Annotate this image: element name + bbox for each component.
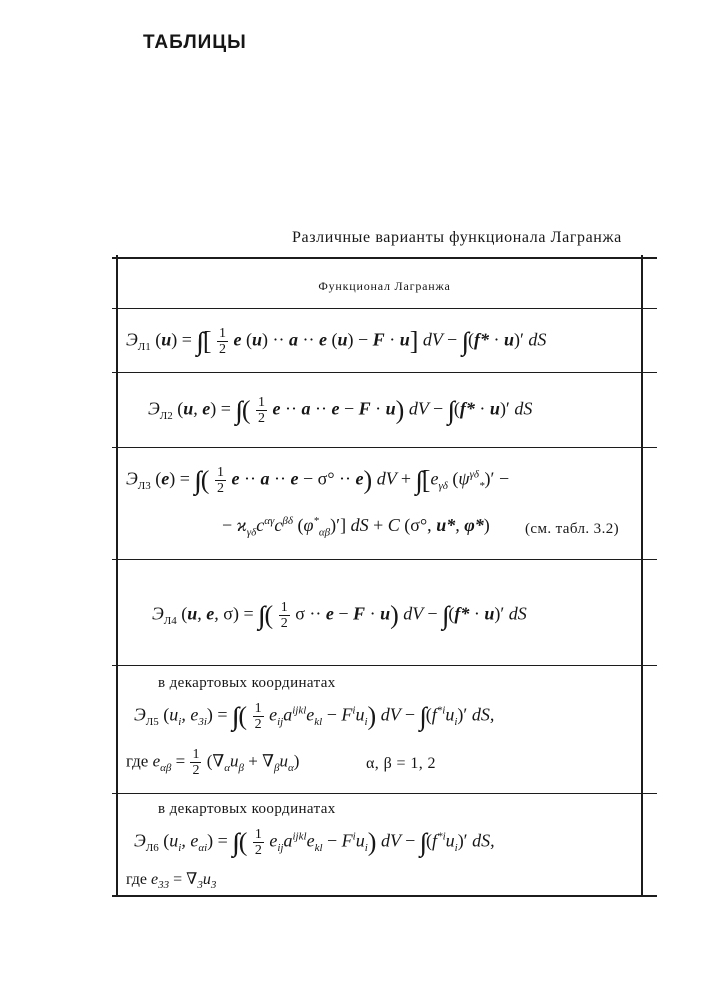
- table-caption: Различные варианты функционала Лагранжа: [292, 229, 622, 246]
- formula-el5-definition: где $e_{\alpha\beta}$ = $\frac{1}{2}$ $(\nabla_\alpha u_\beta + \nabla_\beta u_\alpha)$: [126, 747, 300, 778]
- formula-el2: $Э_{Л2}$ (u, e) = ∫∫∫ ( $\frac{1}{2}$ e ·· a ·· e − F · u) dV − ∫∫ (f* · u)′ dS: [148, 395, 533, 426]
- table-row: [112, 797, 657, 893]
- formula-el3-line1: $Э_{Л3}$ (e) = ∫∫∫ ( $\frac{1}{2}$ e ·· a ·· e − σ° ·· e) dV + ∫∫ [$e_{\gamma\delta}$ $(\psi^{\gamma\delta}_*)'$ −: [126, 465, 510, 496]
- row-divider: [112, 665, 657, 666]
- formula-el6: $Э_{Л6}$ ($u_i$, $e_{\alpha i}$) = ∫∫∫ ( $\frac{1}{2}$ $e_{ij}a^{ijkl}e_{kl} - F^iu_i$) dV − ∫∫ $(f^{*i}u_i)'$ dS,: [134, 827, 495, 858]
- lagrange-functional-table: [112, 255, 657, 897]
- table-row: [112, 315, 657, 371]
- coordinates-label: в декартовых координатах: [158, 675, 336, 691]
- row-divider: [112, 793, 657, 794]
- coordinates-label: в декартовых координатах: [158, 801, 336, 817]
- page-heading: ТАБЛИЦЫ: [143, 32, 247, 53]
- row-divider: [112, 559, 657, 560]
- row-divider: [112, 372, 657, 373]
- table-row: [112, 669, 657, 791]
- row-divider: [112, 308, 657, 309]
- table-row: [112, 453, 657, 557]
- index-range: α, β = 1, 2: [366, 755, 436, 772]
- formula-el6-definition: где $e_{33} = \nabla_3u_3$: [126, 871, 217, 892]
- row-divider: [112, 447, 657, 448]
- table-row: [112, 565, 657, 663]
- formula-el4: $Э_{Л4}$ (u, e, σ) = ∫∫∫ ( $\frac{1}{2}$ σ ·· e − F · u) dV − ∫∫ (f* · u)′ dS: [152, 600, 527, 631]
- formula-el1: $Э_{Л1}$ (u) = ∫∫∫ [ $\frac{1}{2}$ e (u) ·· a ·· e (u) − F · u] dV − ∫∫ (f* · u)′ dS: [126, 326, 547, 357]
- formula-el5: $Э_{Л5}$ ($u_i$, $e_{3i}$) = ∫∫∫ ( $\frac{1}{2}$ $e_{ij}a^{ijkl}e_{kl} - F^iu_i$) dV − ∫∫ $(f^{*i}u_i)'$ dS,: [134, 701, 495, 732]
- table-reference-note: (см. табл. 3.2): [525, 521, 620, 537]
- table-bottom-border: [112, 895, 657, 897]
- table-row: [112, 379, 657, 445]
- column-header: Функционал Лагранжа: [318, 279, 451, 293]
- table-top-border: [112, 257, 657, 259]
- formula-el3-line2: − $ϰ_{\gamma\delta}c^{\alpha\gamma}c^{\beta\delta}$ $(\varphi^*_{\alpha\beta})'$] dS + C (σ°, u*, φ*): [222, 515, 490, 539]
